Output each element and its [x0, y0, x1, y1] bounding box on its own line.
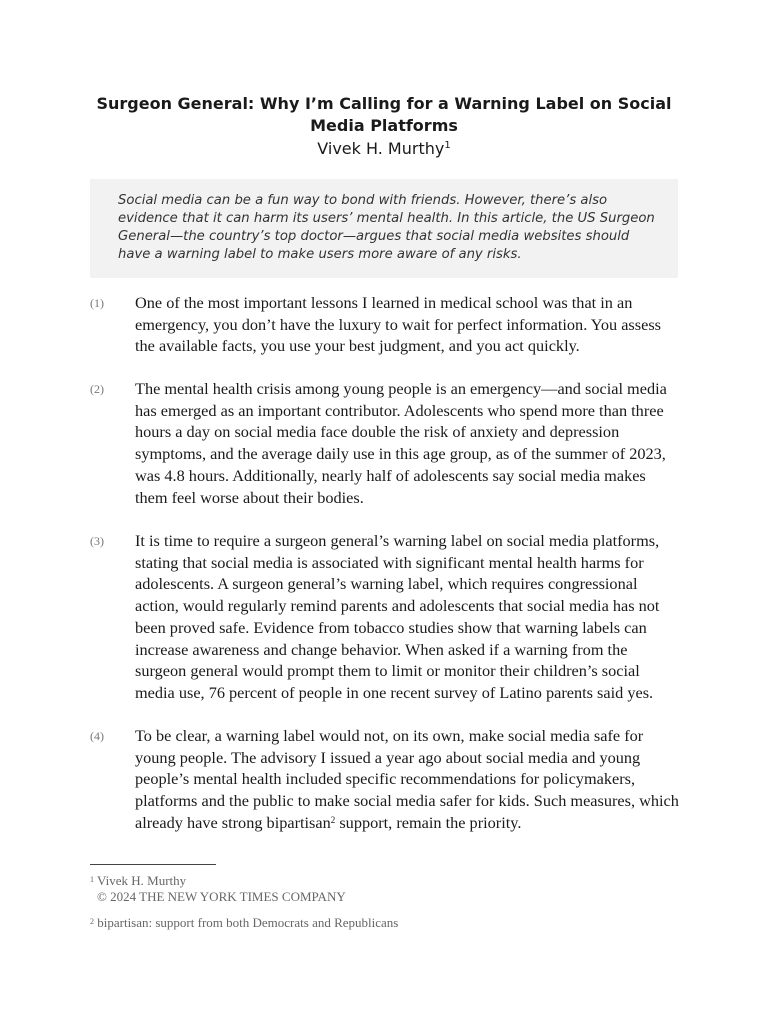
paragraph-text-part: To be clear, a warning label would not, on its own, make social media safe for young people. The advisory I issued a year ago about social media and young people’s mental health included specific recommendations for policymakers, platforms and the public to make social media safer for kids. Such measures, which already have strong bipartisan [135, 726, 679, 832]
paragraph-4 [90, 725, 680, 834]
paragraph-number: (2) [90, 382, 104, 396]
footnote-text: bipartisan: support from both Democrats and Republicans [94, 915, 399, 930]
paragraph-text-part: support, remain the priority. [335, 812, 522, 832]
paragraph-text: It is time to require a surgeon general’s warning label on social media platforms, stating that social media is associated with significant mental health harms for adolescents. A surgeon general’s warning label, which requires congressional action, would regularly remind parents and adolescents that social media has not been proved safe. Evidence from tobacco studies show that warning labels can increase awareness and change behavior. When asked if a warning from the surgeon general would prompt them to limit or monitor their children’s social media use, 76 percent of people in one recent survey of Latino parents said yes. [135, 531, 660, 702]
paragraph-number: (1) [90, 296, 104, 310]
footnote-divider [90, 864, 216, 865]
footnote-marker-2: 2 [330, 814, 336, 825]
footnote-text: Vivek H. Murthy [94, 873, 187, 888]
paragraph-text: The mental health crisis among young people is an emergency—and social media has emerged as an important contributor. Adolescents who spend more than three hours a day on social media face double the risk of anxiety and depression symptoms, and the average daily use in this age group, as of the summer of 2023, was 4.8 hours. Additionally, nearly half of adolescents say social media makes them feel worse about their bodies. [135, 379, 667, 507]
footnote-2 [90, 915, 398, 931]
paragraph-3 [90, 530, 680, 704]
paragraph-text [135, 725, 680, 834]
paragraph-number: (3) [90, 534, 104, 548]
footnote-marker: 1 [90, 875, 94, 884]
article-title: Surgeon General: Why I’m Calling for a Warning Label on Social Media Platforms [96, 94, 672, 135]
article-header [90, 93, 678, 161]
article-author [90, 137, 678, 161]
footnote-marker: 2 [90, 917, 94, 926]
paragraph-text: One of the most important lessons I learned in medical school was that in an emergency, you don’t have the luxury to wait for perfect information. You assess the available facts, you use your best judgment, and you act quickly. [135, 293, 662, 356]
copyright-notice: © 2024 THE NEW YORK TIMES COMPANY [97, 889, 346, 904]
intro-summary-box: Social media can be a fun way to bond with friends. However, there’s also evidence that it can harm its users’ mental health. In this article, the US Surgeon General—the country’s top doctor—argues that social media websites should have a warning label to make users more aware of any risks. [90, 179, 678, 278]
footnote-1 [90, 873, 346, 905]
paragraph-2 [90, 378, 680, 508]
paragraph-1 [90, 292, 680, 357]
author-name: Vivek H. Murthy [317, 139, 445, 158]
author-footnote-marker: 1 [444, 140, 451, 151]
paragraph-number: (4) [90, 729, 104, 743]
